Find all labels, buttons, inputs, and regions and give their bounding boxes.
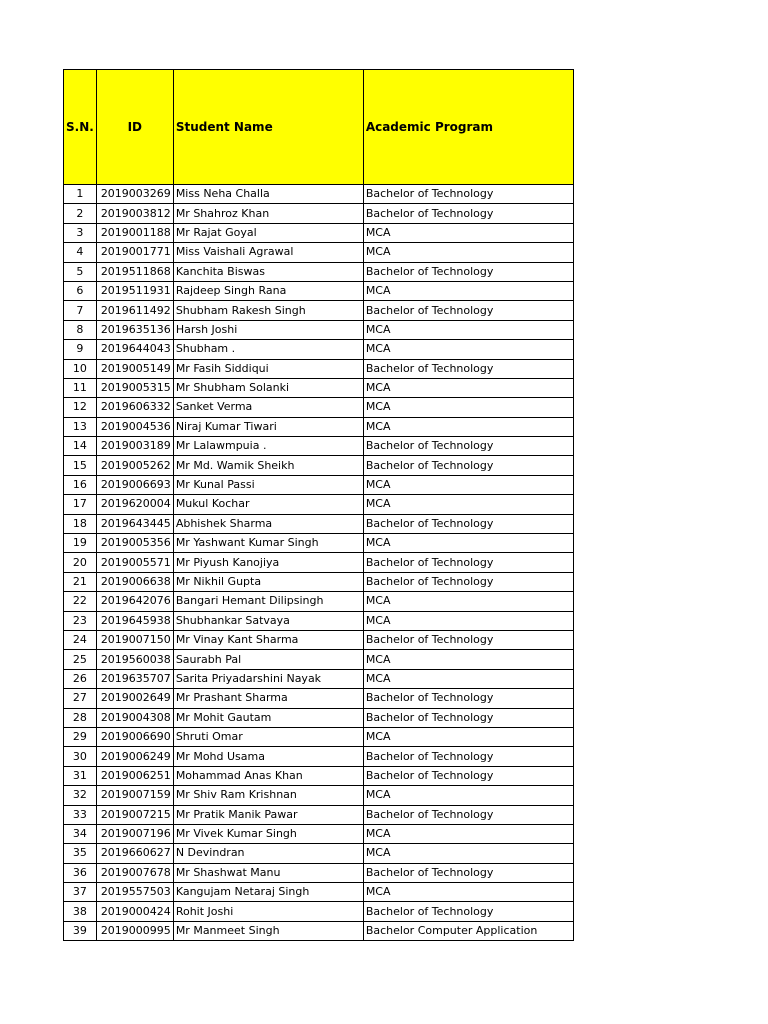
student-id-cell: 2019004308 bbox=[96, 708, 173, 727]
sn-cell: 2 bbox=[64, 204, 97, 223]
sn-cell: 23 bbox=[64, 611, 97, 630]
academic-program-cell: MCA bbox=[363, 223, 573, 242]
sn-cell: 35 bbox=[64, 844, 97, 863]
academic-program-cell: Bachelor of Technology bbox=[363, 262, 573, 281]
student-id-cell: 2019005571 bbox=[96, 553, 173, 572]
academic-program-cell: Bachelor of Technology bbox=[363, 553, 573, 572]
student-id-cell: 2019635707 bbox=[96, 669, 173, 688]
student-table bbox=[63, 69, 574, 941]
table-row bbox=[64, 592, 574, 611]
student-name-cell: Mr Shashwat Manu bbox=[173, 863, 363, 882]
student-id-cell: 2019005149 bbox=[96, 359, 173, 378]
table-row bbox=[64, 456, 574, 475]
sn-cell: 16 bbox=[64, 475, 97, 494]
student-id-cell: 2019606332 bbox=[96, 398, 173, 417]
table-row bbox=[64, 262, 574, 281]
student-name-cell: Kangujam Netaraj Singh bbox=[173, 883, 363, 902]
student-id-cell: 2019644043 bbox=[96, 340, 173, 359]
table-row bbox=[64, 301, 574, 320]
sn-cell: 17 bbox=[64, 495, 97, 514]
academic-program-cell: Bachelor of Technology bbox=[363, 766, 573, 785]
student-name-cell: Mr Mohd Usama bbox=[173, 747, 363, 766]
table-row bbox=[64, 185, 574, 204]
table-row bbox=[64, 359, 574, 378]
academic-program-cell: Bachelor of Technology bbox=[363, 572, 573, 591]
student-name-cell: Mr Shahroz Khan bbox=[173, 204, 363, 223]
sn-cell: 14 bbox=[64, 437, 97, 456]
student-id-cell: 2019001771 bbox=[96, 243, 173, 262]
student-id-cell: 2019002649 bbox=[96, 689, 173, 708]
academic-program-cell: MCA bbox=[363, 495, 573, 514]
student-name-cell: Mr Shubham Solanki bbox=[173, 378, 363, 397]
academic-program-cell: Bachelor of Technology bbox=[363, 456, 573, 475]
sn-cell: 38 bbox=[64, 902, 97, 921]
sn-cell: 33 bbox=[64, 805, 97, 824]
student-id-cell: 2019511868 bbox=[96, 262, 173, 281]
student-name-cell: Rajdeep Singh Rana bbox=[173, 281, 363, 300]
sn-cell: 28 bbox=[64, 708, 97, 727]
student-name-cell: Sanket Verma bbox=[173, 398, 363, 417]
sn-cell: 11 bbox=[64, 378, 97, 397]
student-name-cell: Mr Yashwant Kumar Singh bbox=[173, 534, 363, 553]
student-name-cell: Mr Nikhil Gupta bbox=[173, 572, 363, 591]
sn-cell: 3 bbox=[64, 223, 97, 242]
table-row bbox=[64, 883, 574, 902]
academic-program-cell: Bachelor of Technology bbox=[363, 863, 573, 882]
table-row bbox=[64, 921, 574, 940]
table-row bbox=[64, 747, 574, 766]
table-row bbox=[64, 417, 574, 436]
academic-program-cell: MCA bbox=[363, 650, 573, 669]
student-id-cell: 2019005262 bbox=[96, 456, 173, 475]
student-name-cell: Rohit Joshi bbox=[173, 902, 363, 921]
sn-cell: 29 bbox=[64, 727, 97, 746]
table-row bbox=[64, 475, 574, 494]
student-id-cell: 2019000995 bbox=[96, 921, 173, 940]
table-row bbox=[64, 398, 574, 417]
student-name-cell: Mr Md. Wamik Sheikh bbox=[173, 456, 363, 475]
sn-cell: 6 bbox=[64, 281, 97, 300]
student-name-cell: Mr Mohit Gautam bbox=[173, 708, 363, 727]
student-id-cell: 2019660627 bbox=[96, 844, 173, 863]
student-id-cell: 2019511931 bbox=[96, 281, 173, 300]
student-name-cell: Shubham . bbox=[173, 340, 363, 359]
table-row bbox=[64, 766, 574, 785]
table-row bbox=[64, 650, 574, 669]
sn-cell: 24 bbox=[64, 630, 97, 649]
student-name-cell: Harsh Joshi bbox=[173, 320, 363, 339]
student-id-cell: 2019620004 bbox=[96, 495, 173, 514]
student-id-cell: 2019004536 bbox=[96, 417, 173, 436]
academic-program-cell: MCA bbox=[363, 417, 573, 436]
academic-program-cell: Bachelor of Technology bbox=[363, 514, 573, 533]
header-academic-program: Academic Program bbox=[363, 70, 573, 185]
table-row bbox=[64, 708, 574, 727]
academic-program-cell: MCA bbox=[363, 727, 573, 746]
sn-cell: 10 bbox=[64, 359, 97, 378]
table-row bbox=[64, 204, 574, 223]
student-name-cell: Mr Pratik Manik Pawar bbox=[173, 805, 363, 824]
student-id-cell: 2019006638 bbox=[96, 572, 173, 591]
student-name-cell: Mr Shiv Ram Krishnan bbox=[173, 786, 363, 805]
sn-cell: 31 bbox=[64, 766, 97, 785]
student-id-cell: 2019642076 bbox=[96, 592, 173, 611]
table-row bbox=[64, 824, 574, 843]
academic-program-cell: MCA bbox=[363, 281, 573, 300]
student-name-cell: Mr Prashant Sharma bbox=[173, 689, 363, 708]
student-name-cell: Shruti Omar bbox=[173, 727, 363, 746]
student-id-cell: 2019006249 bbox=[96, 747, 173, 766]
sn-cell: 13 bbox=[64, 417, 97, 436]
student-id-cell: 2019007196 bbox=[96, 824, 173, 843]
sn-cell: 9 bbox=[64, 340, 97, 359]
table-row bbox=[64, 243, 574, 262]
sn-cell: 25 bbox=[64, 650, 97, 669]
academic-program-cell: Bachelor of Technology bbox=[363, 689, 573, 708]
academic-program-cell: Bachelor of Technology bbox=[363, 185, 573, 204]
academic-program-cell: Bachelor of Technology bbox=[363, 301, 573, 320]
header-sn: S.N. bbox=[64, 70, 97, 185]
table-row bbox=[64, 786, 574, 805]
student-id-cell: 2019007215 bbox=[96, 805, 173, 824]
sn-cell: 37 bbox=[64, 883, 97, 902]
sn-cell: 20 bbox=[64, 553, 97, 572]
student-name-cell: N Devindran bbox=[173, 844, 363, 863]
academic-program-cell: MCA bbox=[363, 883, 573, 902]
student-id-cell: 2019007159 bbox=[96, 786, 173, 805]
header-id: ID bbox=[96, 70, 173, 185]
academic-program-cell: MCA bbox=[363, 534, 573, 553]
table-row bbox=[64, 223, 574, 242]
academic-program-cell: MCA bbox=[363, 824, 573, 843]
academic-program-cell: MCA bbox=[363, 669, 573, 688]
student-id-cell: 2019007678 bbox=[96, 863, 173, 882]
student-name-cell: Shubhankar Satvaya bbox=[173, 611, 363, 630]
academic-program-cell: Bachelor of Technology bbox=[363, 204, 573, 223]
student-name-cell: Kanchita Biswas bbox=[173, 262, 363, 281]
student-id-cell: 2019000424 bbox=[96, 902, 173, 921]
student-id-cell: 2019645938 bbox=[96, 611, 173, 630]
header-student-name: Student Name bbox=[173, 70, 363, 185]
sn-cell: 26 bbox=[64, 669, 97, 688]
table-row bbox=[64, 340, 574, 359]
sn-cell: 36 bbox=[64, 863, 97, 882]
student-name-cell: Mukul Kochar bbox=[173, 495, 363, 514]
table-row bbox=[64, 514, 574, 533]
table-row bbox=[64, 320, 574, 339]
table-body bbox=[64, 185, 574, 941]
student-name-cell: Bangari Hemant Dilipsingh bbox=[173, 592, 363, 611]
student-name-cell: Saurabh Pal bbox=[173, 650, 363, 669]
academic-program-cell: MCA bbox=[363, 592, 573, 611]
sn-cell: 12 bbox=[64, 398, 97, 417]
student-name-cell: Mr Kunal Passi bbox=[173, 475, 363, 494]
table-row bbox=[64, 495, 574, 514]
table-row bbox=[64, 281, 574, 300]
table-row bbox=[64, 727, 574, 746]
sn-cell: 34 bbox=[64, 824, 97, 843]
student-name-cell: Mr Vivek Kumar Singh bbox=[173, 824, 363, 843]
sn-cell: 19 bbox=[64, 534, 97, 553]
table-row bbox=[64, 805, 574, 824]
student-name-cell: Abhishek Sharma bbox=[173, 514, 363, 533]
sn-cell: 21 bbox=[64, 572, 97, 591]
academic-program-cell: Bachelor of Technology bbox=[363, 437, 573, 456]
student-id-cell: 2019005356 bbox=[96, 534, 173, 553]
student-id-cell: 2019006251 bbox=[96, 766, 173, 785]
table-row bbox=[64, 378, 574, 397]
academic-program-cell: MCA bbox=[363, 786, 573, 805]
table-row bbox=[64, 689, 574, 708]
student-name-cell: Niraj Kumar Tiwari bbox=[173, 417, 363, 436]
sn-cell: 15 bbox=[64, 456, 97, 475]
student-name-cell: Mohammad Anas Khan bbox=[173, 766, 363, 785]
student-id-cell: 2019005315 bbox=[96, 378, 173, 397]
sn-cell: 39 bbox=[64, 921, 97, 940]
sn-cell: 7 bbox=[64, 301, 97, 320]
table-row bbox=[64, 553, 574, 572]
student-name-cell: Sarita Priyadarshini Nayak bbox=[173, 669, 363, 688]
sn-cell: 22 bbox=[64, 592, 97, 611]
student-name-cell: Mr Rajat Goyal bbox=[173, 223, 363, 242]
academic-program-cell: Bachelor of Technology bbox=[363, 902, 573, 921]
academic-program-cell: MCA bbox=[363, 320, 573, 339]
table-row bbox=[64, 844, 574, 863]
academic-program-cell: Bachelor of Technology bbox=[363, 359, 573, 378]
header-row bbox=[64, 70, 574, 185]
student-id-cell: 2019557503 bbox=[96, 883, 173, 902]
academic-program-cell: MCA bbox=[363, 378, 573, 397]
sn-cell: 18 bbox=[64, 514, 97, 533]
academic-program-cell: Bachelor of Technology bbox=[363, 805, 573, 824]
student-id-cell: 2019611492 bbox=[96, 301, 173, 320]
academic-program-cell: MCA bbox=[363, 243, 573, 262]
table-row bbox=[64, 534, 574, 553]
sn-cell: 4 bbox=[64, 243, 97, 262]
academic-program-cell: Bachelor of Technology bbox=[363, 708, 573, 727]
academic-program-cell: MCA bbox=[363, 398, 573, 417]
student-name-cell: Mr Fasih Siddiqui bbox=[173, 359, 363, 378]
academic-program-cell: MCA bbox=[363, 611, 573, 630]
student-name-cell: Mr Lalawmpuia . bbox=[173, 437, 363, 456]
student-id-cell: 2019003269 bbox=[96, 185, 173, 204]
academic-program-cell: Bachelor of Technology bbox=[363, 747, 573, 766]
table-row bbox=[64, 572, 574, 591]
academic-program-cell: MCA bbox=[363, 844, 573, 863]
sn-cell: 32 bbox=[64, 786, 97, 805]
academic-program-cell: Bachelor Computer Application bbox=[363, 921, 573, 940]
academic-program-cell: MCA bbox=[363, 475, 573, 494]
student-id-cell: 2019001188 bbox=[96, 223, 173, 242]
table-row bbox=[64, 630, 574, 649]
student-id-cell: 2019006693 bbox=[96, 475, 173, 494]
table-row bbox=[64, 437, 574, 456]
academic-program-cell: MCA bbox=[363, 340, 573, 359]
student-name-cell: Mr Vinay Kant Sharma bbox=[173, 630, 363, 649]
student-name-cell: Mr Piyush Kanojiya bbox=[173, 553, 363, 572]
sn-cell: 27 bbox=[64, 689, 97, 708]
table-row bbox=[64, 611, 574, 630]
student-id-cell: 2019643445 bbox=[96, 514, 173, 533]
academic-program-cell: Bachelor of Technology bbox=[363, 630, 573, 649]
student-id-cell: 2019007150 bbox=[96, 630, 173, 649]
table-row bbox=[64, 863, 574, 882]
sn-cell: 8 bbox=[64, 320, 97, 339]
table-row bbox=[64, 902, 574, 921]
student-id-cell: 2019560038 bbox=[96, 650, 173, 669]
sn-cell: 5 bbox=[64, 262, 97, 281]
sn-cell: 30 bbox=[64, 747, 97, 766]
student-id-cell: 2019635136 bbox=[96, 320, 173, 339]
student-id-cell: 2019003812 bbox=[96, 204, 173, 223]
student-name-cell: Shubham Rakesh Singh bbox=[173, 301, 363, 320]
table-row bbox=[64, 669, 574, 688]
student-name-cell: Miss Neha Challa bbox=[173, 185, 363, 204]
student-name-cell: Mr Manmeet Singh bbox=[173, 921, 363, 940]
table-header bbox=[64, 70, 574, 185]
sn-cell: 1 bbox=[64, 185, 97, 204]
student-name-cell: Miss Vaishali Agrawal bbox=[173, 243, 363, 262]
student-id-cell: 2019003189 bbox=[96, 437, 173, 456]
student-id-cell: 2019006690 bbox=[96, 727, 173, 746]
